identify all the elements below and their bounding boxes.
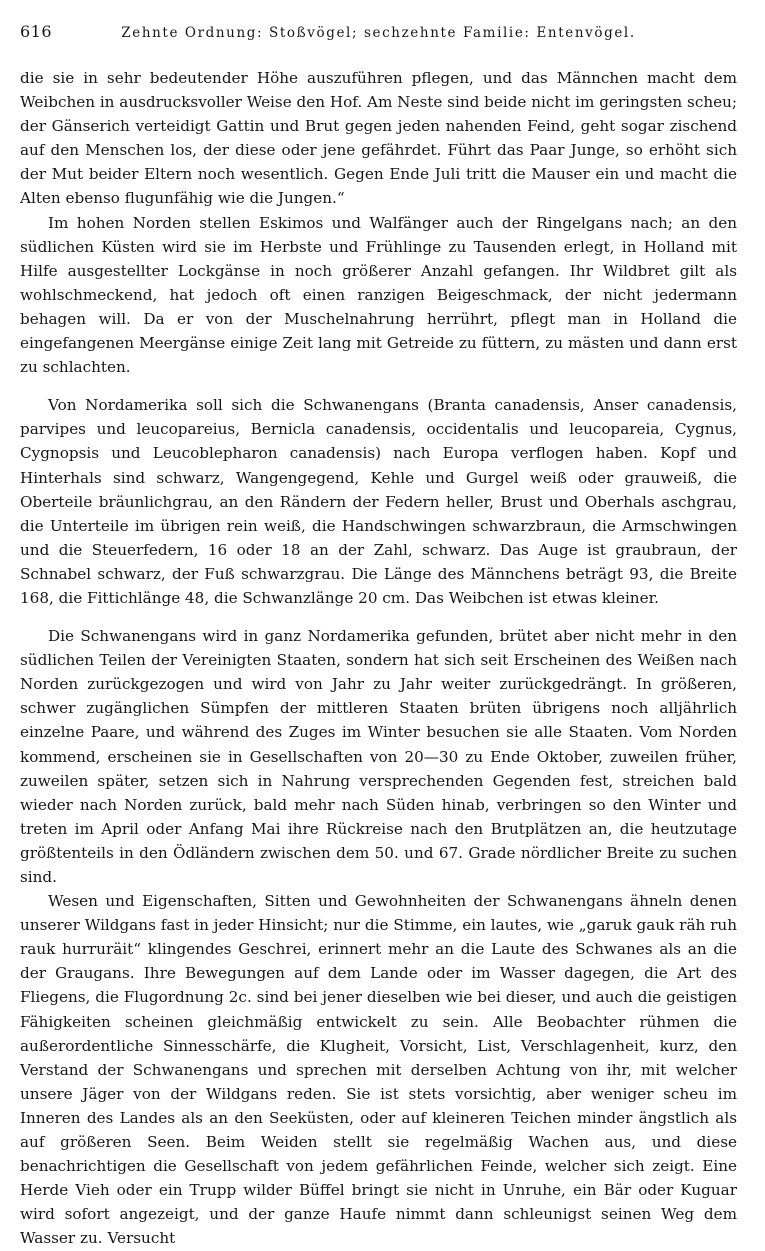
page-number: 616 [20,22,53,41]
paragraph-schwanengans-description: Von Nordamerika soll sich die Schwanengans (Branta canadensis, Anser canadensis, parvipes und leucopareius, Bernicla canadensis, occidentalis und leucopareia, Cygnus, Cygnopsis und Leucoblepharon canadensis) nach Europa verflogen haben. Kopf und Hinterhals sind schwarz, Wangengegend, Kehle und Gurgel weiß oder grauweiß, die Oberteile bräunlichgrau, an den Rändern der Federn heller, Brust und Oberhals aschgrau, die Unterteile im übrigen rein weiß, die Handschwingen schwarzbraun, die Armschwingen und die Steuerfedern, 16 oder 18 an der Zahl, schwarz. Das Auge ist graubraun, der Schnabel schwarz, der Fuß schwarzgrau. Die Länge des Männchens beträgt 93, die Breite 168, die Fittichlänge 48, die Schwanzlänge 20 cm. Das Weibchen ist etwas kleiner. [20,396,737,607]
paragraph-schwanengans-distribution: Die Schwanengans wird in ganz Nordamerika gefunden, brütet aber nicht mehr in den südlichen Teilen der Vereinigten Staaten, sondern hat sich seit Erscheinen des Weißen nach Norden zurückgezogen und wird von Jahr zu Jahr weiter zurückgedrängt. In größeren, schwer zugänglichen Sümpfen der mittleren Staaten brüten übrigens noch alljährlich einzelne Paare, und während des Zuges im Winter besuchen sie alle Staaten. Vom Norden kommend, erscheinen sie in Gesellschaften von 20—30 zu Ende Oktober, zuweilen früher, zuweilen später, setzen sich in Nahrung versprechenden Gegenden fest, streichen bald wieder nach Norden zurück, bald mehr nach Süden hinab, verbringen so den Winter und treten im April oder Anfang Mai ihre Rückreise nach den Brutplätzen an, die heutzutage größtenteils in den Ödländern zwischen dem 50. und 67. Grade nördlicher Breite zu suchen sind. [20,627,737,886]
page-body [20,66,737,1251]
paragraph-schwanengans-behavior: Wesen und Eigenschaften, Sitten und Gewohnheiten der Schwanengans ähneln denen unserer Wildgans fast in jeder Hinsicht; nur die Stimme, ein lautes, wie „garuk gauk räh ruh rauk hurruräit“ klingendes Geschrei, erinnert mehr an die Laute des Schwanes als an die der Graugans. Ihre Bewegungen auf dem Lande oder im Wasser dagegen, die Art des Fliegens, die Flugordnung 2c. sind bei jener dieselben wie bei dieser, und auch die geistigen Fähigkeiten scheinen gleichmäßig entwickelt zu sein. Alle Beobachter rühmen die außerordentliche Sinnesschärfe, die Klugheit, Vorsicht, List, Verschlagenheit, kurz, den Verstand der Schwanengans und sprechen mit derselben Achtung von ihr, mit welcher unsere Jäger von der Wildgans reden. Sie ist stets vorsichtig, aber weniger scheu im Inneren des Landes als an den Seeküsten, oder auf kleineren Teichen minder ängstlich als auf größeren Seen. Beim Weiden stellt sie regelmäßig Wachen aus, und diese benachrichtigen die Gesellschaft von jedem gefährlichen Feinde, welcher sich zeigt. Eine Herde Vieh oder ein Trupp wilder Büffel bringt sie nicht in Unruhe, ein Bär oder Kuguar wird sofort angezeigt, und der ganze Haufe nimmt dann schleunigst seinen Weg dem Wasser zu. Versucht [20,892,737,1248]
paragraph-ringelgans-hunting: Im hohen Norden stellen Eskimos und Walfänger auch der Ringelgans nach; an den südlichen Küsten wird sie im Herbste und Frühlinge zu Tausenden erlegt, in Holland mit Hilfe ausgestellter Lockgänse in noch größerer Anzahl gefangen. Ihr Wildbret gilt als wohlschmeckend, hat jedoch oft einen ranzigen Beigeschmack, der nicht jedermann behagen will. Da er von der Muschelnahrung herrührt, pflegt man in Holland die eingefangenen Meergänse einige Zeit lang mit Getreide zu füttern, zu mästen und dann erst zu schlachten. [20,213,737,377]
page-header [20,22,737,52]
running-title: Zehnte Ordnung: Stoßvögel; sechzehnte Familie: Entenvögel. [121,25,636,41]
paragraph-continuation: die sie in sehr bedeutender Höhe auszuführen pflegen, und das Männchen macht dem Weibchen in ausdrucksvoller Weise den Hof. Am Neste sind beide nicht im geringsten scheu; der Gänserich verteidigt Gattin und Brut gegen jeden nahenden Feind, geht sogar zischend auf den Menschen los, der diese oder jene gefährdet. Führt das Paar Junge, so erhöht sich der Mut beider Eltern noch wesentlich. Gegen Ende Juli tritt die Mauser ein und macht die Alten ebenso flugunfähig wie die Jungen.“ [20,69,737,208]
